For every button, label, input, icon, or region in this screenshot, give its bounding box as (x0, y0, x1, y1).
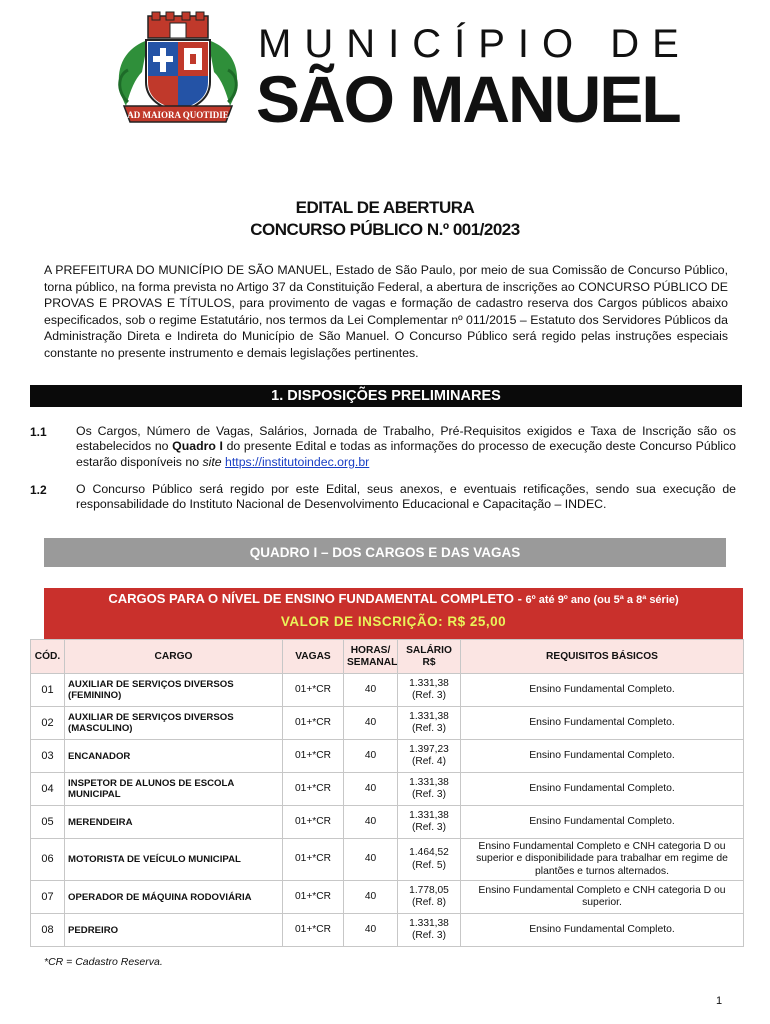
cell-cargo: PEDREIRO (65, 914, 283, 947)
coat-of-arms-logo (108, 10, 248, 128)
item-1-2-text: O Concurso Público será regido por este Edital, seus anexos, e eventuais retificações, sendo sua execução de responsabilidade do Instituto Nacional de Desenvolvimento Educacional e Capacitação – INDEC. (76, 482, 736, 512)
cell-vagas: 01+*CR (283, 674, 344, 707)
item-1-1-text-b: do presente Edital e todas as informações do processo de execução deste Concurso Público estarão disponíveis no (76, 439, 736, 469)
salary-ref: (Ref. 4) (412, 756, 446, 767)
col-header-cargo: CARGO (65, 640, 283, 674)
salary-ref: (Ref. 5) (412, 859, 446, 871)
cell-salario (398, 740, 461, 773)
cell-horas: 40 (344, 839, 398, 881)
table-row (31, 881, 744, 914)
cell-cod: 08 (31, 914, 65, 947)
salary-value: 1.397,23 (409, 743, 449, 755)
salary-value: 1.464,52 (409, 847, 449, 858)
cell-cargo: MOTORISTA DE VEÍCULO MUNICIPAL (65, 839, 283, 881)
item-1-1-number: 1.1 (30, 425, 47, 439)
cell-horas: 40 (344, 740, 398, 773)
cell-cod: 01 (31, 674, 65, 707)
indec-website-link[interactable]: https://institutoindec.org.br (225, 454, 370, 469)
cell-cargo: AUXILIAR DE SERVIÇOS DIVERSOS (FEMININO) (65, 674, 283, 707)
table-row (31, 806, 744, 839)
table-row (31, 773, 744, 806)
salary-value: 1.778,05 (409, 884, 449, 896)
cell-horas: 40 (344, 806, 398, 839)
city-name: SÃO MANUEL (256, 62, 680, 136)
item-1-1-text-a: Os Cargos, Número de Vagas, Salários, Jornada de Trabalho, Pré-Requisitos exigidos e Taxa de Inscrição são os estabelecidos no (76, 424, 736, 454)
section-1-header: 1. DISPOSIÇÕES PRELIMINARES (30, 385, 742, 407)
cell-cod: 06 (31, 839, 65, 881)
cell-horas: 40 (344, 773, 398, 806)
cell-requisitos: Ensino Fundamental Completo. (461, 773, 744, 806)
col-header-horas (344, 640, 398, 674)
municipality-label: MUNICÍPIO DE (258, 22, 692, 66)
table-row (31, 674, 744, 707)
cell-horas: 40 (344, 674, 398, 707)
cell-requisitos: Ensino Fundamental Completo. (461, 914, 744, 947)
salary-ref: (Ref. 3) (412, 723, 446, 734)
salary-value: 1.331,38 (409, 809, 449, 821)
col-header-horas-1: HORAS/ (350, 644, 391, 656)
intro-paragraph: A PREFEITURA DO MUNICÍPIO DE SÃO MANUEL, Estado de São Paulo, por meio de sua Comissão de Concurso Público, torna público, na forma prevista no Artigo 37 da Constituição Federal, a abertura de inscrições ao CONCURSO PÚBLICO DE PROVAS E PROVAS E TÍTULOS, para provimento de vagas e formação de cadastro reserva dos Cargos públicos abaixo especificados, sob o regime Estatutário, nos termos da Lei Complementar nº 011/2015 – Estatuto dos Servidores Públicos da Administração Direta e Indireta do Município de São Manuel. O Concurso Público será regido pelas instruções especiais constante no presente instrumento e demais legislações pertinentes. (44, 263, 728, 360)
cell-requisitos: Ensino Fundamental Completo. (461, 740, 744, 773)
cell-salario (398, 674, 461, 707)
cell-salario (398, 707, 461, 740)
cell-requisitos: Ensino Fundamental Completo. (461, 806, 744, 839)
level-title (44, 591, 743, 606)
salary-value: 1.331,38 (409, 710, 449, 722)
cell-requisitos: Ensino Fundamental Completo. (461, 707, 744, 740)
table-header-row (31, 640, 744, 674)
salary-value: 1.331,38 (409, 677, 449, 689)
col-header-salario-2: R$ (422, 656, 436, 668)
edict-title: EDITAL DE ABERTURA (295, 198, 475, 217)
site-word: site (202, 454, 222, 469)
page-number: 1 (716, 995, 723, 1007)
contest-number-title: CONCURSO PÚBLICO N.º 001/2023 (250, 220, 520, 239)
col-header-cod: CÓD. (31, 640, 65, 674)
cell-vagas: 01+*CR (283, 740, 344, 773)
cell-horas: 40 (344, 914, 398, 947)
level-title-main: CARGOS PARA O NÍVEL DE ENSINO FUNDAMENTAL COMPLETO - (108, 591, 526, 606)
salary-ref: (Ref. 3) (412, 690, 446, 701)
cell-vagas: 01+*CR (283, 914, 344, 947)
cell-salario (398, 806, 461, 839)
cell-vagas: 01+*CR (283, 839, 344, 881)
salary-ref: (Ref. 3) (412, 789, 446, 800)
cell-requisitos: Ensino Fundamental Completo e CNH categoria D ou superior e disponibilidade para trabalhar em regime de plantões e turnos alternados. (461, 839, 744, 881)
cell-cargo: INSPETOR DE ALUNOS DE ESCOLA MUNICIPAL (65, 773, 283, 806)
cell-salario (398, 773, 461, 806)
salary-ref: (Ref. 3) (412, 930, 446, 941)
cell-cod: 04 (31, 773, 65, 806)
cell-salario (398, 881, 461, 914)
salary-value: 1.331,38 (409, 917, 449, 929)
cell-salario (398, 839, 461, 881)
salary-value: 1.331,38 (409, 776, 449, 788)
salary-ref: (Ref. 8) (412, 897, 446, 908)
cell-salario (398, 914, 461, 947)
cell-cod: 03 (31, 740, 65, 773)
quadro-header: QUADRO I – DOS CARGOS E DAS VAGAS (44, 538, 726, 567)
cell-cargo: MERENDEIRA (65, 806, 283, 839)
salary-ref: (Ref. 3) (412, 822, 446, 833)
cell-cargo: OPERADOR DE MÁQUINA RODOVIÁRIA (65, 881, 283, 914)
table-row (31, 839, 744, 881)
level-title-sub: 6º até 9º ano (ou 5ª a 8ª série) (525, 594, 679, 606)
cell-requisitos: Ensino Fundamental Completo e CNH categoria D ou superior. (461, 881, 744, 914)
col-header-salario-1: SALÁRIO (406, 644, 452, 656)
cell-horas: 40 (344, 707, 398, 740)
positions-table (30, 639, 744, 947)
col-header-horas-2: SEMANAL (347, 656, 398, 668)
table-row (31, 707, 744, 740)
cell-cod: 02 (31, 707, 65, 740)
crest-motto: AD MAIORA QUOTIDIE (127, 110, 229, 120)
cell-cod: 05 (31, 806, 65, 839)
cell-requisitos: Ensino Fundamental Completo. (461, 674, 744, 707)
cell-cod: 07 (31, 881, 65, 914)
cell-cargo: ENCANADOR (65, 740, 283, 773)
registration-fee: VALOR DE INSCRIÇÃO: R$ 25,00 (280, 614, 507, 629)
col-header-vagas: VAGAS (283, 640, 344, 674)
table-row (31, 914, 744, 947)
quadro-reference: Quadro I (172, 439, 223, 454)
item-1-1-text (76, 424, 736, 470)
item-1-2-number: 1.2 (30, 483, 47, 497)
cell-cargo: AUXILIAR DE SERVIÇOS DIVERSOS (MASCULINO) (65, 707, 283, 740)
col-header-salario (398, 640, 461, 674)
cell-horas: 40 (344, 881, 398, 914)
table-row (31, 740, 744, 773)
cell-vagas: 01+*CR (283, 773, 344, 806)
cell-vagas: 01+*CR (283, 881, 344, 914)
col-header-requisitos: REQUISITOS BÁSICOS (461, 640, 744, 674)
cell-vagas: 01+*CR (283, 806, 344, 839)
cell-vagas: 01+*CR (283, 707, 344, 740)
footnote: *CR = Cadastro Reserva. (44, 956, 163, 968)
